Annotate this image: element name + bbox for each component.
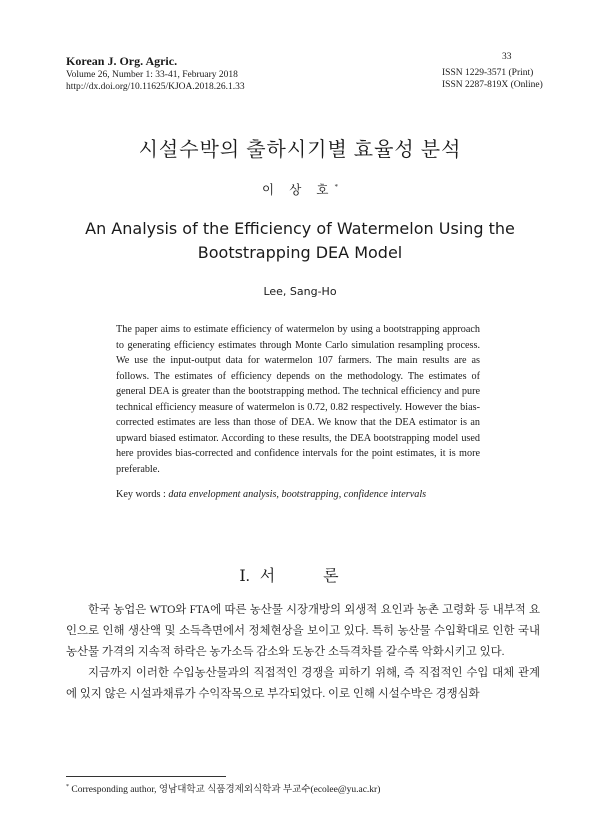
keywords-label: Key words :: [116, 489, 169, 500]
abstract: The paper aims to estimate efficiency of watermelon by using a bootstrapping approach to generating efficiency estimates through Monte Carlo simulation resampling process. We use the input-output data for watermelon 107 farmers. The main results are as follows. The estimates of efficiency depends on the methodology. The estimates of general DEA is greater than the bootstrapping method. The technical efficiency and pure technical efficiency measure of watermelon is 0.72, 0.82 respectively. However the bias-corrected estimates are less than those of DEA. We know that the DEA estimator is an upward biased estimator. According to these results, the DEA bootstrapping model used here provides bias-corrected and confidence intervals for the point estimates, it is more preferable.: [116, 324, 480, 475]
issn-online: ISSN 2287-819X (Online): [442, 80, 543, 90]
author-footnote-mark: *: [334, 182, 338, 191]
keywords-list: data envelopment analysis, bootstrapping, confidence intervals: [168, 489, 427, 500]
keywords-line: [116, 489, 426, 500]
english-title-line-1: An Analysis of the Efficiency of Watermelon Using the: [85, 219, 515, 238]
body-paragraph-2: 지금까지 이러한 수입농산물과의 직접적인 경쟁을 피하기 위해, 즉 직접적인 수입 대체 관계에 있지 않은 시설과채류가 수익작목으로 부각되었다. 이로 인해 시설수박은 경쟁심화: [66, 667, 540, 700]
section-number: Ⅰ.: [239, 568, 250, 585]
issn-block: [442, 67, 543, 91]
page-number: 33: [502, 52, 512, 62]
volume-info: Volume 26, Number 1: 33-41, February 2018: [66, 70, 238, 80]
body-text: [66, 600, 540, 705]
korean-title: 시설수박의 출하시기별 효율성 분석: [138, 139, 462, 161]
doi-link[interactable]: http://dx.doi.org/10.11625/KJOA.2018.26.1.33: [66, 82, 245, 92]
footnote-text: Corresponding author, 영남대학교 식품경제외식학과 부교수(ecolee@yu.ac.kr): [71, 785, 381, 795]
journal-name: Korean J. Org. Agric.: [66, 54, 178, 68]
korean-author-name: 이 상 호: [262, 183, 335, 197]
body-paragraph-1: 한국 농업은 WTO와 FTA에 따른 농산물 시장개방의 외생적 요인과 농촌 고령화 등 내부적 요인으로 인해 생산액 및 소득측면에서 정체현상을 보이고 있다. 특히 농산물 수입확대로 인한 국내 농산물 가격의 지속적 하락은 농가소득 감소와 도농간 소득격차를 갈수록 악화시키고 있다.: [66, 604, 540, 658]
footnote: [66, 781, 380, 795]
issn-print: ISSN 1229-3571 (Print): [442, 68, 534, 78]
section-title: 서 론: [259, 568, 361, 585]
journal-header: [66, 55, 245, 93]
english-title: [0, 217, 600, 265]
footnote-divider: [66, 776, 226, 777]
english-title-line-2: Bootstrapping DEA Model: [197, 243, 403, 262]
section-heading: [0, 563, 600, 586]
english-author: Lee, Sang-Ho: [263, 285, 337, 298]
footnote-mark: *: [66, 783, 69, 790]
korean-author: [0, 180, 600, 198]
